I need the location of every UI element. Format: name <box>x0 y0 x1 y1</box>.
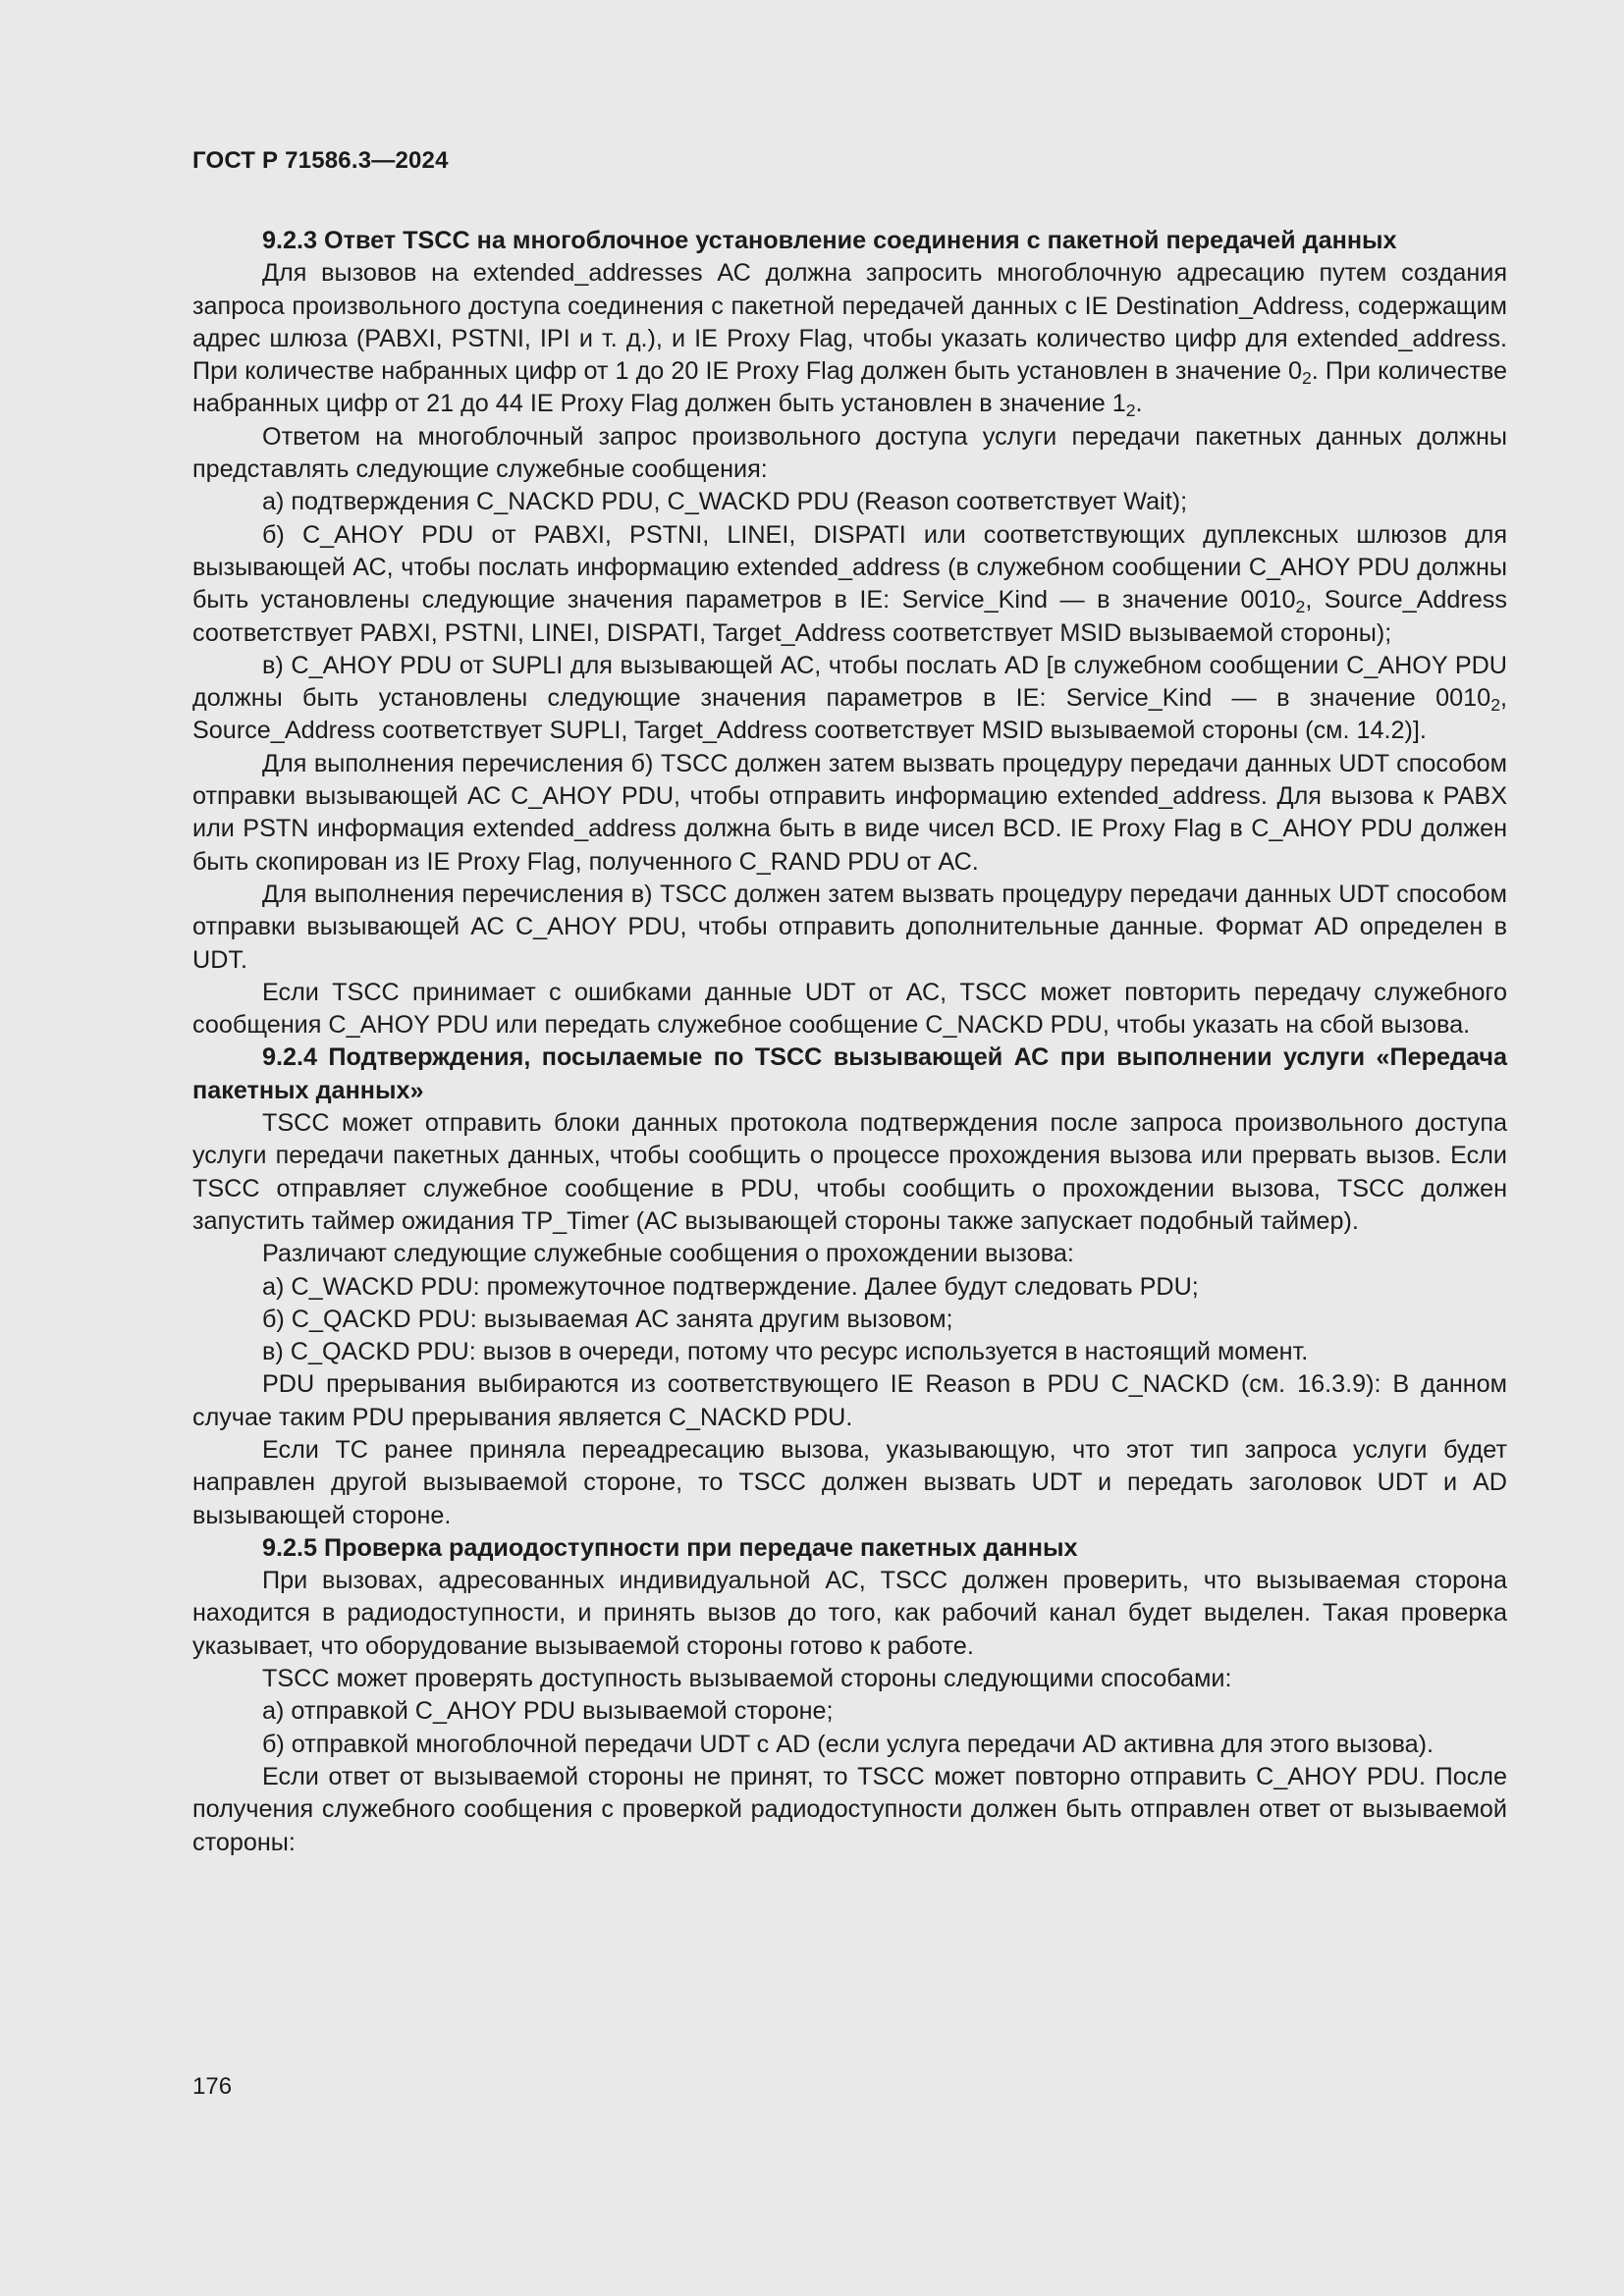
paragraph: Если ответ от вызываемой стороны не принят, то TSCC может повторно отправить C_AHOY PDU. После получения служебного сообщения с проверкой радиодоступности должен быть отправлен ответ от вызываемой стороны: <box>192 1762 1507 1856</box>
paragraph: TSCC может проверять доступность вызываемой стороны следующими способами: <box>262 1665 1232 1693</box>
paragraph: Для выполнения перечисления в) TSCC должен затем вызвать процедуру передачи данных UDT способом отправки вызывающей АС C_AHOY PDU, чтобы отправить дополнительные данные. Формат AD определен в UDT. <box>192 880 1507 974</box>
section-9-2-5-heading: 9.2.5 Проверка радиодоступности при передаче пакетных данных <box>262 1533 1078 1562</box>
document-header: ГОСТ Р 71586.3—2024 <box>192 147 449 174</box>
section-9-2-4-heading: 9.2.4 Подтверждения, посылаемые по TSCC вызывающей АС при выполнении услуги «Передача пакетных данных» <box>192 1043 1507 1104</box>
paragraph: Ответом на многоблочный запрос произвольного доступа услуги передачи пакетных данных должны представлять следующие служебные сообщения: <box>192 422 1507 484</box>
list-item: а) отправкой C_AHOY PDU вызываемой стороне; <box>262 1697 834 1726</box>
paragraph: Различают следующие служебные сообщения о прохождении вызова: <box>262 1240 1074 1268</box>
list-item: б) C_AHOY PDU от PABXI, PSTNI, LINEI, DISPATI или соответствующих дуплексных шлюзов для вызывающей АС, чтобы послать информацию extended_address (в служебном сообщении C_AHOY PDU должны быть установлены следующие значения параметров в IE: Service_Kind — в значение $0010_2$, Source_Address соответствует PABXI, PSTNI, LINEI, DISPATI, Target_Address соответствует MSID вызываемой стороны); <box>192 520 1507 647</box>
paragraph: Если TSCC принимает с ошибками данные UDT от АС, TSCC может повторить передачу служебного сообщения C_AHOY PDU или передать служебное сообщение C_NACKD PDU, чтобы указать на сбой вызова. <box>192 978 1507 1040</box>
page-number: 176 <box>192 2073 233 2100</box>
paragraph: TSCC может отправить блоки данных протокола подтверждения после запроса произвольного доступа услуги передачи пакетных данных, чтобы сообщить о процессе прохождения вызова или прервать вызов. Если TSCC отправляет служебное сообщение в PDU, чтобы сообщить о прохождении вызова, TSCC должен запустить таймер ожидания TP_Timer (АС вызывающей стороны также запускает подобный таймер). <box>192 1109 1507 1235</box>
document-body <box>192 225 1507 1859</box>
list-item: а) C_WACKD PDU: промежуточное подтверждение. Далее будут следовать PDU; <box>262 1272 1199 1301</box>
list-item: б) C_QACKD PDU: вызываемая АС занята другим вызовом; <box>262 1305 953 1333</box>
paragraph: При вызовах, адресованных индивидуальной АС, TSCC должен проверить, что вызываемая сторона находится в радиодоступности, и принять вызов до того, как рабочий канал будет выделен. Такая проверка указывает, что оборудование вызываемой стороны готово к работе. <box>192 1567 1507 1660</box>
list-item: в) C_QACKD PDU: вызов в очереди, потому что ресурс используется в настоящий момент. <box>262 1338 1309 1366</box>
list-item: б) отправкой многоблочной передачи UDT с AD (если услуга передачи AD активна для этого вызова). <box>262 1730 1434 1758</box>
section-9-2-3-heading: 9.2.3 Ответ TSCC на многоблочное установление соединения с пакетной передачей данных <box>262 227 1397 254</box>
list-item: а) подтверждения C_NACKD PDU, C_WACKD PDU (Reason соответствует Wait); <box>262 488 1188 516</box>
paragraph: PDU прерывания выбираются из соответствующего IE Reason в PDU C_NACKD (см. 16.3.9): В данном случае таким PDU прерывания является C_NACKD PDU. <box>192 1370 1507 1431</box>
paragraph: Если ТС ранее приняла переадресацию вызова, указывающую, что этот тип запроса услуги будет направлен другой вызываемой стороне, то TSCC должен вызвать UDT и передать заголовок UDT и AD вызывающей стороне. <box>192 1435 1507 1529</box>
list-item: в) C_AHOY PDU от SUPLI для вызывающей АС, чтобы послать AD [в служебном сообщении C_AHOY PDU должны быть установлены следующие значения параметров в IE: Service_Kind — в значение $0010_2$, Source_Address соответствует SUPLI, Target_Address соответствует MSID вызываемой стороны (см. 14.2)]. <box>192 651 1507 745</box>
paragraph: Для выполнения перечисления б) TSCC должен затем вызвать процедуру передачи данных UDT способом отправки вызывающей АС C_AHOY PDU, чтобы отправить информацию extended_address. Для вызова к PABX или PSTN информация extended_address должна быть в виде чисел BCD. IE Proxy Flag в C_AHOY PDU должен быть скопирован из IE Proxy Flag, полученного C_RAND PDU от АС. <box>192 749 1507 876</box>
paragraph: Для вызовов на extended_addresses АС должна запросить многоблочную адресацию путем создания запроса произвольного доступа соединения с пакетной передачей данных с IE Destination_Address, содержащим адрес шлюза (PABXI, PSTNI, IPI и т. д.), и IE Proxy Flag, чтобы указать количество цифр для extended_address. При количестве набранных цифр от 1 до 20 IE Proxy Flag должен быть установлен в значение $0_2$. При количестве набранных цифр от 21 до 44 IE Proxy Flag должен быть установлен в значение $1_2$. <box>192 259 1507 421</box>
